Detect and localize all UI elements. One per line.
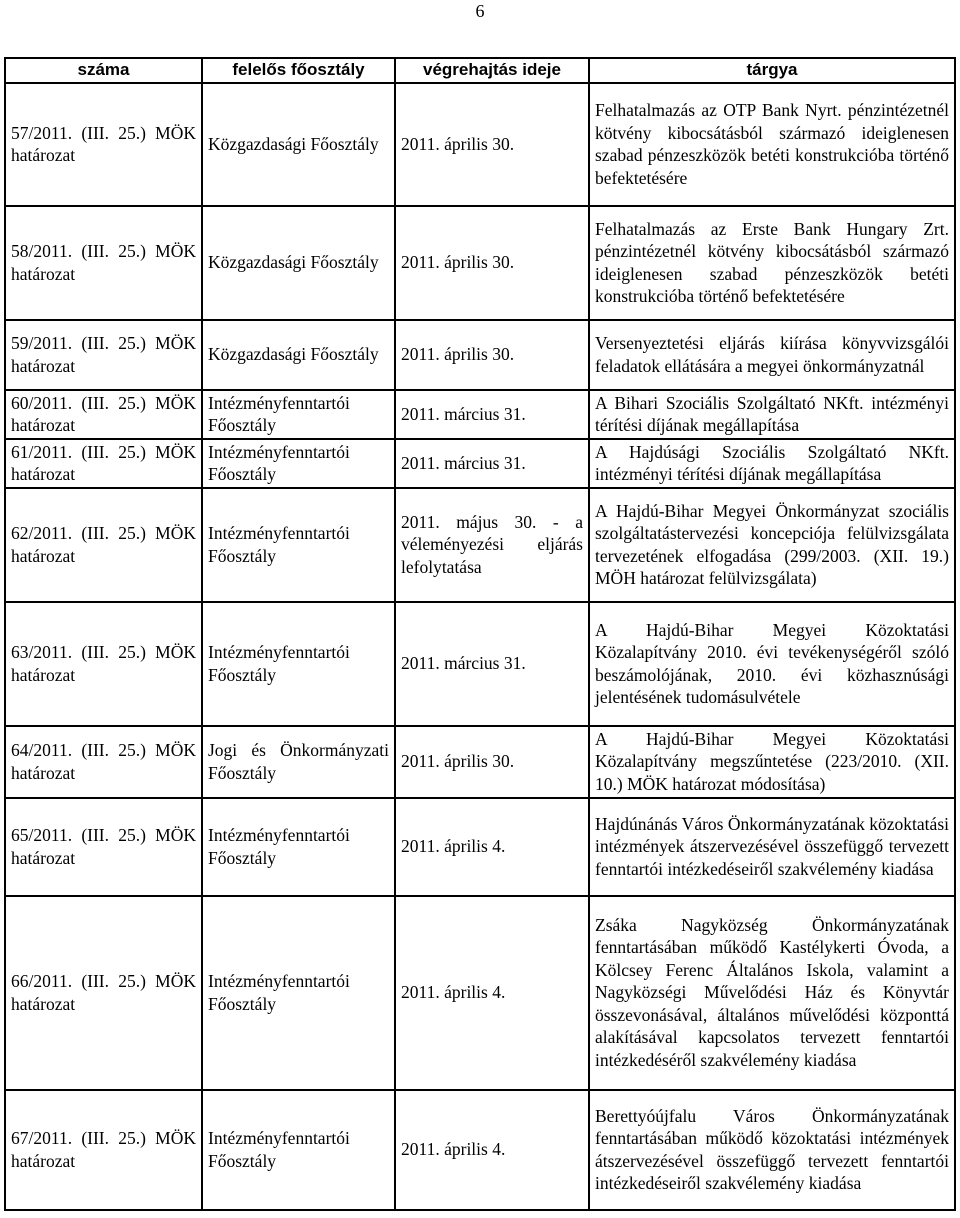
responsible-department: Intézményfenntartói Főosztály [202, 488, 395, 602]
deadline: 2011. április 4. [395, 1090, 589, 1210]
subject: A Hajdú-Bihar Megyei Önkormányzat szociális szolgáltatástervezési koncepciója felülvizsgálata tervezetének elfogadása (299/2003. (XII. 19.) MÖH határozat felülvizsgálata) [589, 488, 955, 602]
responsible-department: Intézményfenntartói Főosztály [202, 602, 395, 726]
subject: A Hajdú-Bihar Megyei Közoktatási Közalapítvány 2010. évi tevékenységéről szóló beszámolójának, 2010. évi közhasznúsági jelentésének tudomásulvétele [589, 602, 955, 726]
table-row [5, 1090, 955, 1210]
resolution-number: 58/2011. (III. 25.) MÖK határozat [5, 206, 202, 320]
responsible-department: Közgazdasági Főosztály [202, 206, 395, 320]
subject: A Bihari Szociális Szolgáltató NKft. intézményi térítési díjának megállapítása [589, 390, 955, 439]
deadline: 2011. április 4. [395, 798, 589, 896]
resolution-number: 62/2011. (III. 25.) MÖK határozat [5, 488, 202, 602]
resolution-number: 63/2011. (III. 25.) MÖK határozat [5, 602, 202, 726]
deadline: 2011. április 30. [395, 83, 589, 206]
header-department: felelős főosztály [202, 58, 395, 83]
resolution-number: 65/2011. (III. 25.) MÖK határozat [5, 798, 202, 896]
table-row [5, 726, 955, 798]
table-header-row [5, 58, 955, 83]
responsible-department: Közgazdasági Főosztály [202, 320, 395, 390]
table-row [5, 896, 955, 1090]
table-row [5, 390, 955, 439]
deadline: 2011. április 30. [395, 206, 589, 320]
subject: Felhatalmazás az OTP Bank Nyrt. pénzintézetnél kötvény kibocsátásból származó ideiglenesen szabad pénzeszközök betéti konstrukcióba történő befektetésére [589, 83, 955, 206]
resolution-number: 59/2011. (III. 25.) MÖK határozat [5, 320, 202, 390]
responsible-department: Intézményfenntartói Főosztály [202, 1090, 395, 1210]
table-row [5, 206, 955, 320]
subject: Berettyóújfalu Város Önkormányzatának fenntartásában működő közoktatási intézmények átszervezésével összefüggő tervezett fenntartói intézkedéseiről szakvélemény kiadása [589, 1090, 955, 1210]
deadline: 2011. április 30. [395, 320, 589, 390]
deadline: 2011. március 31. [395, 439, 589, 488]
resolution-number: 64/2011. (III. 25.) MÖK határozat [5, 726, 202, 798]
responsible-department: Jogi és Önkormányzati Főosztály [202, 726, 395, 798]
subject: Zsáka Nagyközség Önkormányzatának fenntartásában működő Kastélykerti Óvoda, a Kölcsey Ferenc Általános Iskola, valamint a Nagyközségi Művelődési Ház és Könyvtár összevonásával, általános művelődési központtá alakításával kapcsolatos tervezett fenntartói intézkedéséről szakvélemény kiadása [589, 896, 955, 1090]
subject: Felhatalmazás az Erste Bank Hungary Zrt. pénzintézetnél kötvény kibocsátásból származó ideiglenesen szabad pénzeszközök betéti konstrukcióba történő befektetésére [589, 206, 955, 320]
table-row [5, 439, 955, 488]
deadline: 2011. április 30. [395, 726, 589, 798]
resolution-number: 66/2011. (III. 25.) MÖK határozat [5, 896, 202, 1090]
header-subject: tárgya [589, 58, 955, 83]
resolutions-table [4, 57, 956, 1211]
deadline: 2011. március 31. [395, 390, 589, 439]
table-row [5, 83, 955, 206]
responsible-department: Intézményfenntartói Főosztály [202, 896, 395, 1090]
subject: A Hajdú-Bihar Megyei Közoktatási Közalapítvány megszűntetése (223/2010. (XII. 10.) MÖK határozat módosítása) [589, 726, 955, 798]
table-row [5, 798, 955, 896]
responsible-department: Közgazdasági Főosztály [202, 83, 395, 206]
table-row [5, 602, 955, 726]
resolution-number: 60/2011. (III. 25.) MÖK határozat [5, 390, 202, 439]
table-row [5, 320, 955, 390]
header-number: száma [5, 58, 202, 83]
resolution-number: 61/2011. (III. 25.) MÖK határozat [5, 439, 202, 488]
subject: Hajdúnánás Város Önkormányzatának közoktatási intézmények átszervezésével összefüggő tervezett fenntartói intézkedéseiről szakvélemény kiadása [589, 798, 955, 896]
responsible-department: Intézményfenntartói Főosztály [202, 439, 395, 488]
subject: A Hajdúsági Szociális Szolgáltató NKft. intézményi térítési díjának megállapítása [589, 439, 955, 488]
deadline: 2011. április 4. [395, 896, 589, 1090]
table-row [5, 488, 955, 602]
responsible-department: Intézményfenntartói Főosztály [202, 390, 395, 439]
deadline: 2011. május 30. - a véleményezési eljárás lefolytatása [395, 488, 589, 602]
deadline: 2011. március 31. [395, 602, 589, 726]
subject: Versenyeztetési eljárás kiírása könyvvizsgálói feladatok ellátására a megyei önkormányzatnál [589, 320, 955, 390]
responsible-department: Intézményfenntartói Főosztály [202, 798, 395, 896]
header-deadline: végrehajtás ideje [395, 58, 589, 83]
resolution-number: 57/2011. (III. 25.) MÖK határozat [5, 83, 202, 206]
resolution-number: 67/2011. (III. 25.) MÖK határozat [5, 1090, 202, 1210]
page-number: 6 [475, 1, 485, 21]
